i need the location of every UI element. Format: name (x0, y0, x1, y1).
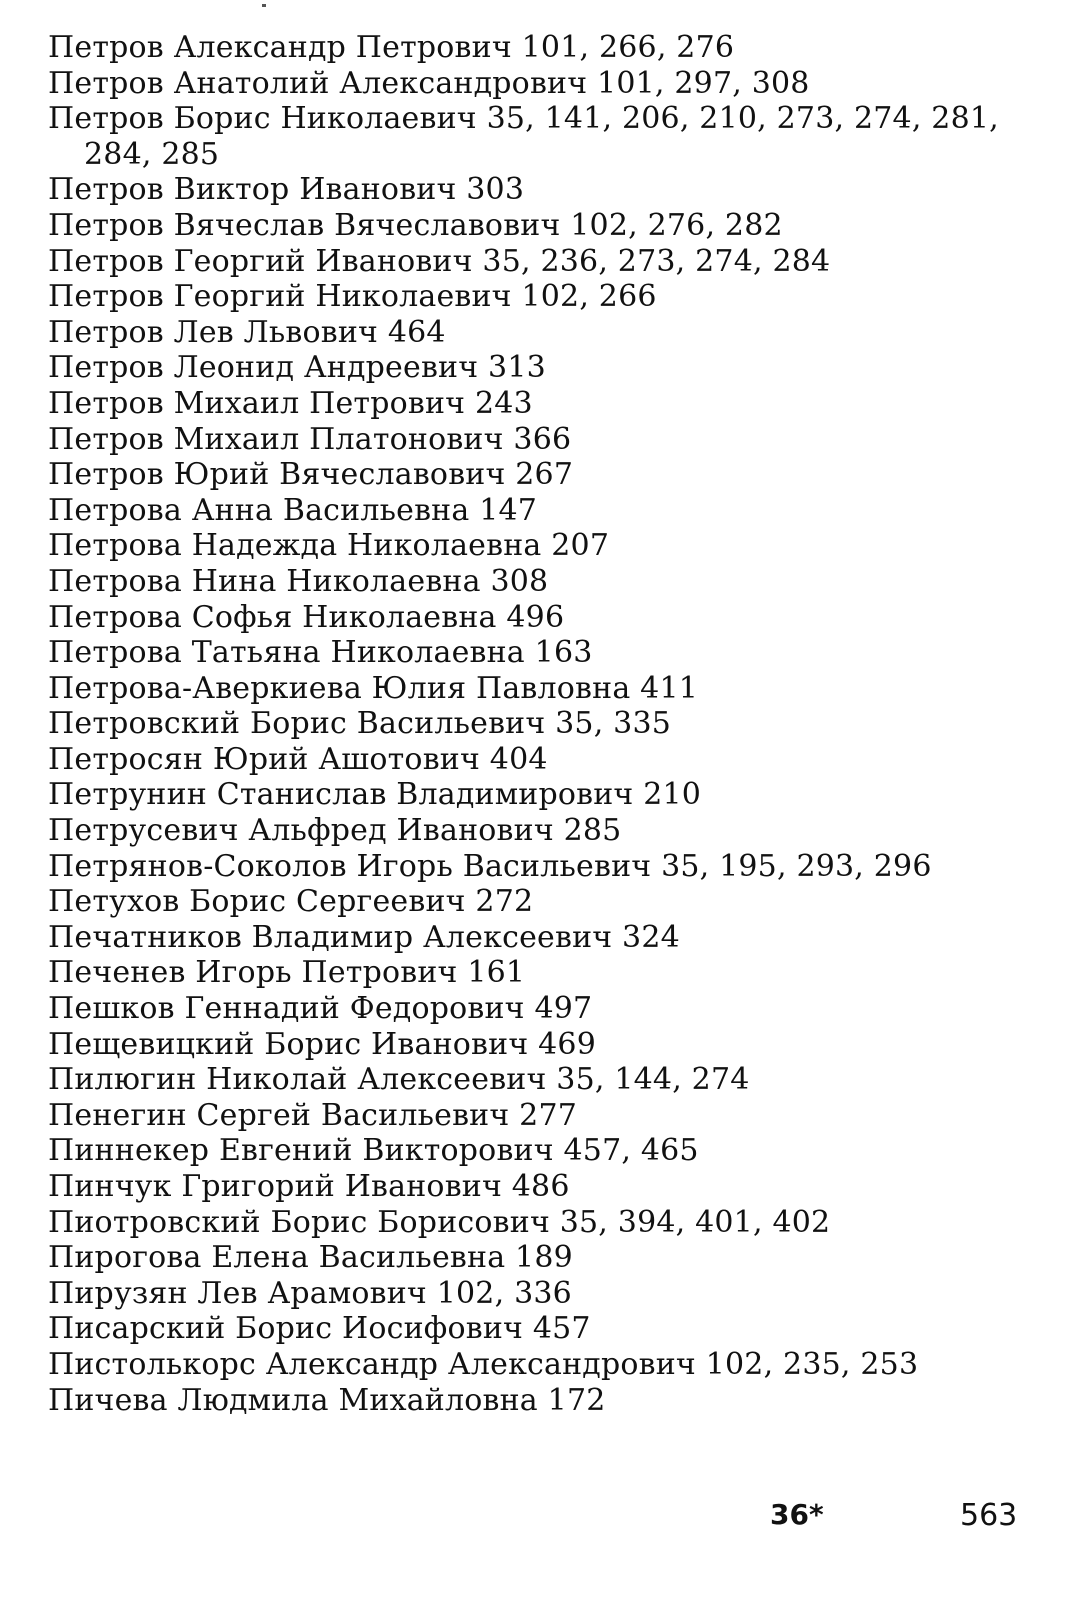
entry-name: Петров Георгий Иванович (48, 243, 473, 279)
index-entry (48, 172, 1038, 208)
entry-name: Пещевицкий Борис Иванович (48, 1026, 529, 1062)
entry-name: Петров Георгий Николаевич (48, 279, 512, 315)
entry-pages: 35, 144, 274 (556, 1062, 750, 1098)
entry-pages: 101, 297, 308 (597, 65, 810, 101)
entry-name: Пилюгин Николай Алексеевич (48, 1062, 547, 1098)
entry-name: Петров Борис Николаевич (48, 101, 477, 137)
index-entry (48, 671, 1038, 707)
entry-pages: 324 (622, 919, 680, 955)
entry-name: Петрусевич Альфред Иванович (48, 813, 554, 849)
entry-pages: 163 (534, 635, 593, 671)
index-entry (48, 1347, 1038, 1383)
index-entry (48, 350, 1038, 386)
entry-name: Пиннекер Евгений Викторович (48, 1133, 554, 1169)
entry-name: Петровский Борис Васильевич (48, 706, 546, 742)
page-number: 563 (960, 1498, 1018, 1533)
entry-name: Петрова Татьяна Николаевна (48, 635, 525, 671)
entry-pages: 35, 335 (555, 706, 672, 742)
entry-name: Писарский Борис Иосифович (48, 1311, 524, 1347)
index-entry (48, 564, 1038, 600)
index-entry (48, 742, 1038, 778)
entry-name: Петухов Борис Сергеевич (48, 884, 466, 920)
index-entry (48, 1383, 1038, 1419)
index-entry (48, 279, 1038, 315)
entry-pages: 486 (511, 1169, 570, 1204)
entry-pages: 303 (466, 172, 525, 208)
index-entry (48, 991, 1038, 1027)
entry-name: Петров Михаил Петрович (48, 385, 466, 421)
entry-pages: 308 (490, 563, 549, 599)
name-index-list (48, 30, 1038, 1418)
index-entry (48, 777, 1038, 813)
index-entry (48, 1205, 1038, 1241)
entry-name: Петрова Софья Николаевна (48, 599, 497, 635)
index-entry (48, 1133, 1038, 1169)
entry-pages: 172 (547, 1382, 606, 1418)
entry-pages: 366 (513, 421, 572, 457)
entry-pages: 313 (488, 350, 546, 386)
index-entry (48, 1027, 1038, 1063)
entry-name: Петросян Юрий Ашотович (48, 741, 481, 777)
entry-name: Пенегин Сергей Васильевич (48, 1097, 510, 1133)
page-footer (0, 1498, 1069, 1538)
index-entry (48, 600, 1038, 636)
index-entry (48, 1276, 1038, 1312)
entry-name: Петров Лев Львович (48, 314, 379, 350)
entry-pages: 497 (534, 991, 593, 1027)
index-entry (48, 386, 1038, 422)
entry-name: Пирузян Лев Арамович (48, 1275, 427, 1311)
entry-pages: 496 (506, 599, 565, 635)
entry-name: Пиотровский Борис Борисович (48, 1204, 550, 1240)
index-entry (48, 1240, 1038, 1276)
entry-pages: 464 (387, 314, 446, 350)
entry-name: Пешков Геннадий Федорович (48, 991, 525, 1027)
entry-name: Пирогова Елена Васильевна (48, 1240, 506, 1276)
entry-name: Петрова Анна Васильевна (48, 492, 470, 528)
index-entry (48, 66, 1038, 102)
entry-name: Петрова Нина Николаевна (48, 563, 481, 599)
signature-mark: 36* (770, 1498, 824, 1531)
entry-name: Петров Михаил Платонович (48, 421, 504, 457)
index-entry (48, 101, 1054, 172)
entry-pages: 189 (515, 1240, 573, 1276)
entry-pages: 277 (519, 1097, 578, 1133)
entry-pages: 35, 195, 293, 296 (661, 848, 932, 884)
entry-name: Петров Юрий Вячеславович (48, 457, 506, 493)
index-entry (48, 849, 1038, 885)
entry-pages: 272 (475, 884, 534, 920)
index-entry (48, 1311, 1038, 1347)
index-entry (48, 920, 1038, 956)
entry-pages: 285 (563, 813, 622, 849)
entry-pages: 469 (538, 1026, 596, 1062)
index-entry (48, 30, 1038, 66)
entry-name: Пинчук Григорий Иванович (48, 1169, 503, 1204)
index-entry (48, 315, 1038, 351)
index-entry (48, 706, 1038, 742)
index-entry (48, 955, 1038, 991)
entry-pages: 102, 266 (521, 279, 657, 315)
entry-pages: 102, 235, 253 (705, 1346, 919, 1382)
index-entry (48, 457, 1038, 493)
index-entry (48, 813, 1038, 849)
entry-pages: 147 (479, 492, 538, 528)
entry-name: Петров Виктор Иванович (48, 172, 457, 208)
entry-pages: 101, 266, 276 (521, 30, 735, 65)
entry-pages: 210 (643, 777, 702, 813)
index-entry (48, 635, 1038, 671)
index-entry (48, 1098, 1038, 1134)
entry-pages: 457, 465 (563, 1133, 699, 1169)
entry-name: Петров Александр Петрович (48, 30, 512, 65)
entry-pages: 404 (489, 741, 548, 777)
entry-pages: 35, 141, 206, 210, 273, 274, 281, 284, 285 (84, 101, 999, 172)
print-speck (262, 4, 266, 7)
entry-name: Пичева Людмила Михайловна (48, 1382, 538, 1418)
index-entry (48, 1062, 1038, 1098)
entry-name: Петров Леонид Андреевич (48, 350, 479, 386)
index-entry (48, 208, 1038, 244)
entry-name: Печенев Игорь Петрович (48, 955, 458, 991)
entry-pages: 35, 236, 273, 274, 284 (482, 243, 831, 279)
entry-name: Петрянов-Соколов Игорь Васильевич (48, 848, 652, 884)
entry-name: Петров Анатолий Александрович (48, 65, 588, 101)
entry-pages: 102, 276, 282 (570, 207, 783, 243)
index-entry (48, 422, 1038, 458)
entry-name: Пистолькорс Александр Александрович (48, 1346, 696, 1382)
entry-pages: 243 (474, 385, 533, 421)
entry-pages: 161 (467, 955, 526, 991)
entry-pages: 207 (551, 528, 610, 564)
entry-name: Петрова Надежда Николаевна (48, 528, 542, 564)
entry-pages: 35, 394, 401, 402 (559, 1204, 831, 1240)
entry-pages: 102, 336 (436, 1275, 572, 1311)
index-entry (48, 244, 1038, 280)
index-entry (48, 528, 1038, 564)
index-entry (48, 884, 1038, 920)
entry-name: Печатников Владимир Алексеевич (48, 919, 613, 955)
entry-name: Петров Вячеслав Вячеславович (48, 207, 561, 243)
entry-name: Петрунин Станислав Владимирович (48, 777, 634, 813)
index-entry (48, 1169, 1038, 1205)
entry-pages: 457 (532, 1311, 591, 1347)
entry-name: Петрова-Аверкиева Юлия Павловна (48, 670, 631, 706)
entry-pages: 267 (515, 457, 574, 493)
index-entry (48, 493, 1038, 529)
entry-pages: 411 (640, 670, 699, 706)
